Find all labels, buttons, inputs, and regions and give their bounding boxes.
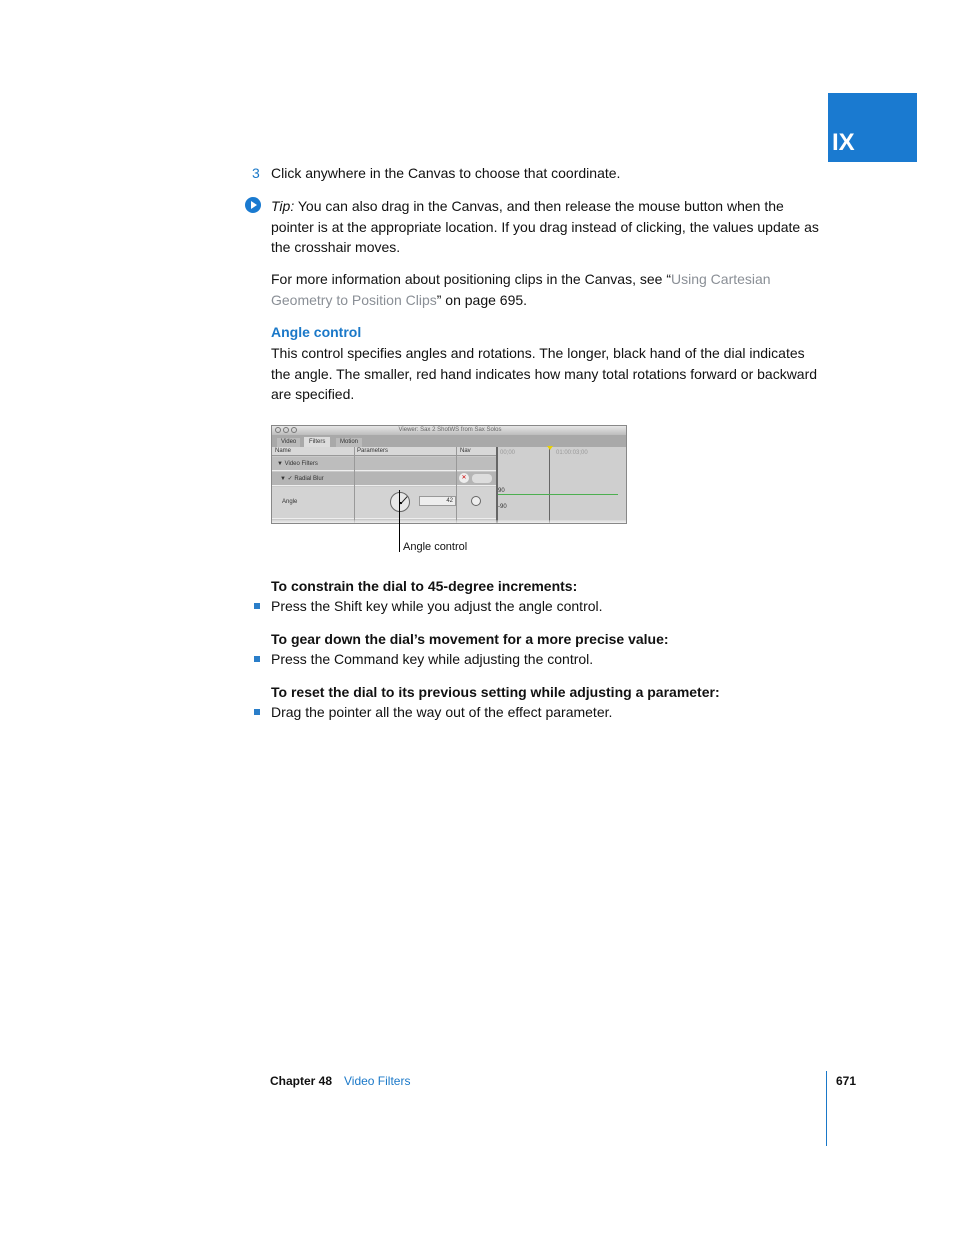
- minimize-icon: [283, 427, 289, 433]
- step-number-text: 3: [252, 165, 260, 181]
- cross-reference-link[interactable]: Using Cartesian Geometry to Position Clips: [271, 271, 771, 308]
- col-nav: Nav: [460, 448, 471, 454]
- chapter-tab: IX: [828, 93, 917, 162]
- task-bullet-1: Press the Shift key while you adjust the angle control.: [271, 598, 603, 614]
- bullet-icon: [254, 603, 260, 609]
- col-parameters: Parameters: [357, 448, 389, 454]
- playhead[interactable]: [549, 447, 550, 524]
- step-number: [252, 163, 260, 183]
- playhead-marker-icon: [547, 446, 553, 450]
- more-info-paragraph: [271, 269, 791, 310]
- callout-line: [399, 490, 400, 552]
- section-heading: Angle control: [271, 324, 362, 340]
- angle-value-field[interactable]: 42: [419, 496, 456, 506]
- row-angle-label: Angle: [282, 499, 298, 505]
- window-title: Viewer: Sax 2 ShotWS from Sax Solos: [272, 426, 627, 435]
- viewer-screenshot: [271, 425, 627, 524]
- page-number: 671: [836, 1074, 857, 1088]
- task-heading-3: To reset the dial to its previous setting while adjusting a parameter:: [271, 684, 720, 700]
- zoom-icon: [291, 427, 297, 433]
- callout-label: Angle control: [403, 541, 468, 553]
- task-bullet-3: Drag the pointer all the way out of the effect parameter.: [271, 704, 613, 720]
- row-radial-blur[interactable]: ▼ ✓ Radial Blur: [280, 476, 324, 482]
- tab-motion[interactable]: Motion: [336, 438, 362, 447]
- bullet-icon: [254, 709, 260, 715]
- footer-divider: [826, 1071, 827, 1146]
- tip-label: Tip:: [271, 198, 295, 214]
- more-info-before: For more information about positioning clips in the Canvas, see “: [271, 271, 671, 287]
- timecode-start: 00;00: [500, 450, 516, 456]
- close-icon: [275, 427, 281, 433]
- angle-hand: [400, 496, 407, 504]
- step-text: Click anywhere in the Canvas to choose that coordinate.: [271, 165, 621, 181]
- tab-video[interactable]: Video: [277, 438, 300, 447]
- row-video-filters: ▼ Video Filters: [277, 461, 318, 467]
- more-info-after: ” on page 695.: [436, 291, 528, 308]
- keyframe-button[interactable]: [471, 496, 481, 506]
- footer-chapter-title[interactable]: Video Filters: [344, 1074, 411, 1088]
- footer-chapter: Chapter 48: [270, 1074, 333, 1088]
- section-body: This control specifies angles and rotations. The longer, black hand of the dial indicates the angle. The smaller, red hand indicates how many total rotations forward or backward are specified.: [271, 345, 818, 402]
- col-name: Name: [275, 448, 292, 454]
- angle-dial[interactable]: [390, 492, 410, 512]
- filter-menu-button[interactable]: [472, 474, 492, 483]
- graph-min: -90: [498, 504, 507, 510]
- remove-filter-icon[interactable]: ✕: [459, 473, 469, 483]
- graph-max: 90: [498, 488, 505, 494]
- tab-filters[interactable]: Filters: [304, 437, 330, 447]
- tip-play-icon: [245, 197, 261, 213]
- task-bullet-2: Press the Command key while adjusting the control.: [271, 651, 594, 667]
- tip-text: You can also drag in the Canvas, and then release the mouse button when the pointer is at the appropriate location. If you drag instead of clicking, the values update as the crosshair moves.: [271, 198, 819, 255]
- bullet-icon: [254, 656, 260, 662]
- timecode-mid: 01:00:03;00: [556, 450, 588, 456]
- task-heading-2: To gear down the dial’s movement for a more precise value:: [271, 631, 669, 647]
- task-heading-1: To constrain the dial to 45-degree increments:: [271, 578, 578, 594]
- keyframe-graph-line: [498, 494, 618, 495]
- tip-paragraph: [271, 196, 821, 258]
